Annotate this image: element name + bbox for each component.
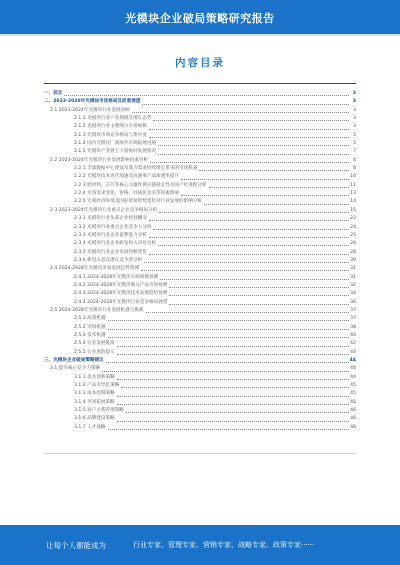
toc-entry-text: 2.2.4 市场需求变化、价格、同质化竞争等因素影响 [74,191,180,197]
toc-entry-text: 二、2023-2028年光模块市场格局及前景展望 [44,99,141,105]
toc-leader-dots [102,365,349,371]
toc-leader-dots [126,407,349,413]
toc-entry[interactable] [44,148,356,156]
toc-entry[interactable] [44,407,356,415]
toc-page-number: 10 [350,174,356,180]
toc-entry[interactable] [44,307,356,315]
toc-page-number: 32 [350,282,356,288]
toc-page-number: 24 [350,224,356,230]
toc-entry-text: 2.4.4 2024-2028年光模块行业竞争格局展望 [74,299,168,305]
toc-leader-dots [181,190,349,196]
toc-page-number: 36 [350,299,356,305]
toc-entry-text: 2.2.3 原材料、芯片等核心元器件供应链稳定性及国产化进程分析 [74,182,207,188]
toc-entry[interactable] [44,349,356,357]
toc-page-number: 45 [350,399,356,405]
toc-entry[interactable] [44,357,356,365]
toc-leader-dots [149,132,349,138]
table-of-contents [44,90,356,432]
toc-entry[interactable] [44,232,356,240]
toc-leader-dots [108,324,349,330]
toc-entry-text: 3.1.6 品牌建设策略 [74,416,115,422]
toc-entry-text: 2.4 2024-2028年光模块市场发展趋势预测 [50,266,139,272]
toc-entry-text: 3.1.4 市场拓展策略 [74,399,115,405]
toc-page-number: 8 [353,166,356,172]
toc-entry-text: 3.1.5 客户关系管理策略 [74,408,124,414]
toc-entry[interactable] [44,182,356,190]
toc-leader-dots [181,173,349,179]
toc-entry-text: 2.1.3 光模块市场竞争格局与集中度 [74,132,147,138]
toc-page-number: 42 [350,341,356,347]
toc-entry[interactable] [44,324,356,332]
toc-leader-dots [169,299,349,305]
toc-leader-dots [108,315,349,321]
toc-entry[interactable] [44,340,356,348]
toc-entry-text: 2.2.1 全球数据中心建设及算力需求持续增长带来的市场机遇 [74,166,198,172]
toc-leader-dots [153,224,349,230]
toc-leader-dots [117,390,349,396]
toc-leader-dots [141,265,349,271]
toc-title: 内容目录 [175,57,225,69]
toc-entry-text: 2.1.5 光模块产业链上下游协同发展情况 [74,149,157,155]
toc-leader-dots [146,307,349,313]
toc-entry-text: 2.1.4 国内光模块厂商海外市场拓展进展 [74,141,157,147]
toc-page-number: 3 [353,107,356,113]
toc-entry[interactable] [44,132,356,140]
toc-leader-dots [153,115,349,121]
toc-entry[interactable] [44,123,356,131]
toc-leader-dots [204,198,349,204]
toc-entry-text: 2.5.2 市场机遇 [74,324,106,330]
toc-entry[interactable] [44,140,356,148]
footer-banner [0,525,400,565]
toc-leader-dots [142,98,349,104]
toc-entry-text: 3.1 提升核心竞争力策略 [50,366,101,372]
toc-entry-text: 2.2 2023-2024年光模块行业发展影响因素分析 [50,157,149,163]
toc-entry-text: 2.5 2024-2028年光模块行业发展机遇与挑战 [50,307,144,313]
toc-entry[interactable] [44,399,356,407]
toc-leader-dots [117,349,349,355]
toc-page-number: 45 [350,383,356,389]
toc-entry-text: 2.5.4 行业发展挑战 [74,341,115,347]
toc-page-number: 37 [350,316,356,322]
toc-page-number: 8 [353,157,356,163]
footer-slogan: 让每个人都能成为 [46,541,106,550]
toc-page-number: 28 [350,249,356,255]
toc-page-number: 14 [350,199,356,205]
toc-entry[interactable] [44,190,356,198]
toc-entry[interactable] [44,415,356,423]
toc-entry[interactable] [44,115,356,123]
toc-page-number: 31 [350,274,356,280]
toc-entry[interactable] [44,332,356,340]
toc-page-number: 44 [349,358,356,363]
toc-page-number: 44 [350,349,356,355]
toc-entry-text: 2.4.1 2024-2028年光模块市场规模预测 [74,274,159,280]
report-header [0,0,400,34]
toc-page-number: 45 [350,391,356,397]
toc-page-number: 3 [353,116,356,122]
toc-page-number: 3 [352,91,356,96]
toc-leader-dots [117,340,349,346]
toc-entry-text: 3.1.2 产品差异化策略 [74,383,120,389]
toc-leader-dots [160,274,349,280]
toc-page-number: 31 [350,266,356,272]
footer-roles: 行业专家、管理专家、营销专家、战略专家、政策专家······ [133,541,315,549]
toc-page-number: 15 [350,207,356,213]
toc-leader-dots [108,332,349,338]
toc-entry-text: 2.3.6 新进入者及潜在竞争者分析 [74,257,143,263]
toc-entry[interactable] [44,198,356,206]
header-underline [0,34,400,36]
toc-leader-dots [158,140,349,146]
toc-page-number: 22 [350,216,356,222]
toc-leader-dots [150,157,349,163]
toc-page-number: 25 [350,232,356,238]
toc-leader-dots [149,123,349,129]
toc-page-number: 3 [352,99,356,105]
report-title: 光模块企业破局策略研究报告 [125,12,275,25]
toc-entry[interactable] [44,173,356,181]
toc-leader-dots [149,232,349,238]
toc-page-number: 37 [350,307,356,313]
toc-entry-text: 2.4.2 2024-2028年光模块细分产品市场预测 [74,282,168,288]
toc-entry-text: 2.3.5 光模块行业企业市场份额变化 [74,249,147,255]
toc-top-rule [44,83,356,84]
toc-page-number: 30 [350,257,356,263]
toc-leader-dots [117,374,349,380]
toc-page-number: 34 [350,291,356,297]
toc-entry[interactable] [44,274,356,282]
toc-leader-dots [158,240,349,246]
toc-leader-dots [117,415,349,421]
toc-entry[interactable] [44,224,356,232]
toc-leader-dots [106,357,349,363]
toc-page-number: 46 [350,424,356,430]
toc-entry-text: 2.3.2 光模块行业重点企业竞争力分析 [74,224,152,230]
toc-entry[interactable] [44,207,356,215]
toc-entry-text: 2.1 2023-2024年光模块行业发展回顾 [50,107,130,113]
toc-leader-dots [158,148,349,154]
toc-entry[interactable] [44,374,356,382]
toc-entry-text: 2.5.1 政策机遇 [74,316,106,322]
toc-leader-dots [149,249,349,255]
toc-entry[interactable] [44,249,356,257]
toc-leader-dots [169,282,349,288]
toc-entry[interactable] [44,165,356,173]
toc-entry-text: 2.3.4 光模块行业企业研发投入对比分析 [74,241,157,247]
toc-leader-dots [169,290,349,296]
toc-entry[interactable] [44,299,356,307]
toc-entry-text: 2.5.5 行业风险提示 [74,349,115,355]
toc-leader-dots [159,207,349,213]
toc-entry[interactable] [44,240,356,248]
toc-entry[interactable] [44,265,356,273]
toc-leader-dots [64,90,349,96]
toc-entry-text: 2.3 2023-2024年光模块行业重点企业竞争格局分析 [50,207,158,213]
toc-entry[interactable] [44,315,356,323]
toc-page-number: 7 [353,149,356,155]
toc-leader-dots [209,182,349,188]
toc-leader-dots [149,215,349,221]
toc-page-number: 11 [350,182,356,188]
toc-leader-dots [117,399,349,405]
toc-page-number: 46 [350,416,356,422]
toc-page-number: 40 [350,332,356,338]
toc-entry-text: 3.1.7 人才战略 [74,424,106,430]
toc-page-number: 26 [350,241,356,247]
toc-entry-text: 2.1.2 光模块行业主要细分市场规模 [74,124,147,130]
toc-entry-text: 三、光模块企业破局策略建议 [44,358,104,363]
toc-page-number: 44 [350,374,356,380]
toc-leader-dots [121,382,349,388]
toc-entry-text: 2.2.2 光模块技术迭代加速及高速率产品渗透率提升 [74,174,180,180]
toc-entry[interactable] [44,290,356,298]
toc-page-number: 5 [353,132,356,138]
toc-entry[interactable] [44,257,356,265]
toc-entry-text: 2.1.1 光模块行业产业规模及增长态势 [74,116,152,122]
toc-leader-dots [144,257,349,263]
toc-entry-text: 3.1.1 技术创新策略 [74,374,115,380]
toc-entry-text: 3.1.3 成本控制策略 [74,391,115,397]
toc-entry[interactable] [44,215,356,223]
toc-entry[interactable] [44,365,356,373]
toc-entry-text: 2.3.3 光模块行业企业盈利能力分析 [74,232,147,238]
toc-entry[interactable] [44,90,356,98]
toc-bottom-rule [44,453,356,454]
toc-page-number: 3 [353,124,356,130]
toc-entry-text: 2.5.3 技术机遇 [74,332,106,338]
toc-entry[interactable] [44,282,356,290]
toc-entry[interactable] [44,98,356,106]
toc-leader-dots [108,424,349,430]
toc-page-number: 46 [350,408,356,414]
toc-page-number: 5 [353,141,356,147]
toc-entry[interactable] [44,157,356,165]
toc-entry[interactable] [44,382,356,390]
toc-page-number: 44 [350,366,356,372]
toc-entry[interactable] [44,424,356,432]
toc-entry[interactable] [44,390,356,398]
toc-entry-text: 一、前言 [44,91,63,96]
toc-page-number: 13 [350,191,356,197]
toc-leader-dots [199,165,349,171]
toc-entry-text: 2.4.3 2024-2028年光模块技术发展趋势预测 [74,291,168,297]
toc-leader-dots [132,107,349,113]
toc-page-number: 38 [350,324,356,330]
toc-entry-text: 2.3.1 光模块行业头部企业经营概况 [74,216,147,222]
toc-entry[interactable] [44,107,356,115]
toc-entry-text: 2.2.5 宏观经济环境及国际贸易形势变化对行业发展的影响分析 [74,199,202,205]
